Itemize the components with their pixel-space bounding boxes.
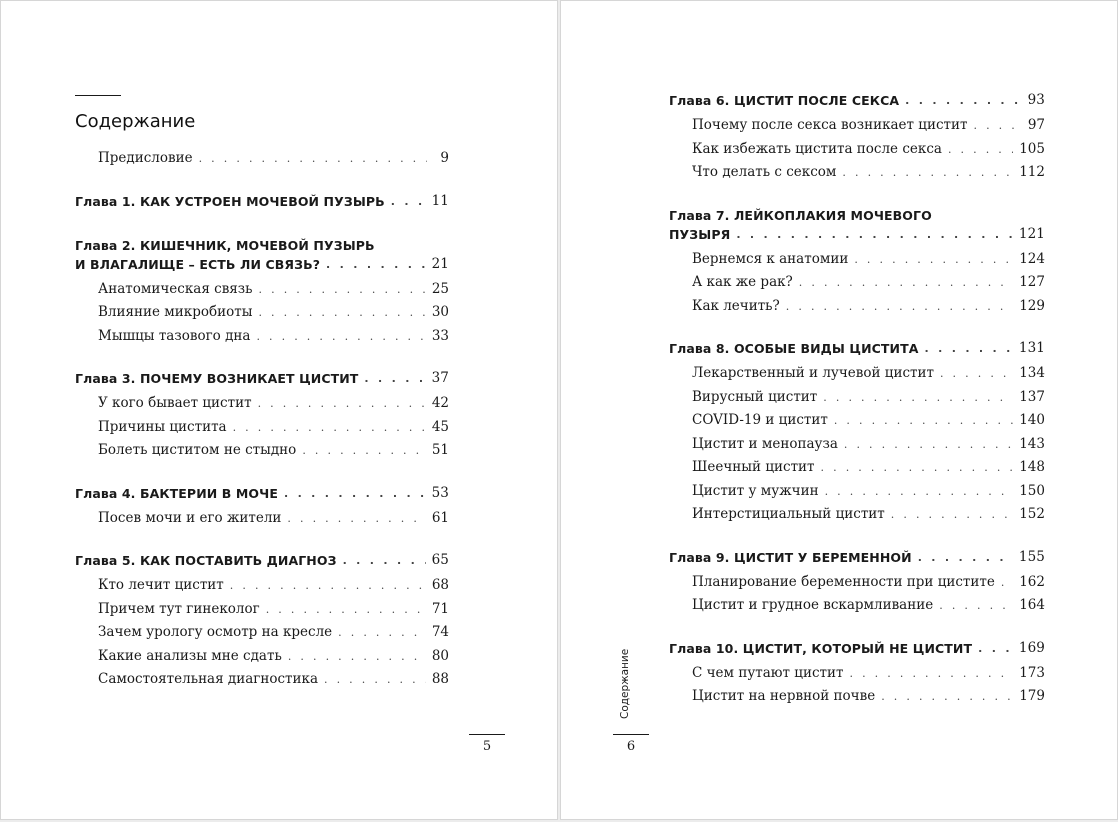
- entry-title: Почему после секса возникает цистит: [692, 117, 968, 133]
- section-entry: [75, 301, 449, 325]
- entry-page: 33: [431, 327, 449, 344]
- dot-leader: [230, 574, 426, 598]
- entry-title: Глава 3. ПОЧЕМУ ВОЗНИКАЕТ ЦИСТИТ: [75, 371, 359, 386]
- section-entry: [75, 278, 449, 302]
- entry-page: 93: [1027, 92, 1045, 108]
- entry-page: 143: [1019, 435, 1045, 452]
- dot-leader: [256, 325, 425, 349]
- entry-page: 179: [1019, 688, 1045, 704]
- entry-title: У кого бывает цистит: [98, 395, 252, 411]
- dot-leader: [1001, 571, 1013, 595]
- running-head: Содержание: [619, 648, 631, 719]
- entry-title: Глава 5. КАК ПОСТАВИТЬ ДИАГНОЗ: [75, 553, 337, 568]
- entry-page: 169: [1018, 639, 1045, 656]
- chapter-entry: [669, 333, 1045, 362]
- entry-title: Интерстициальный цистит: [692, 506, 885, 522]
- toc-entry-preface: [75, 147, 449, 171]
- entry-title: Самостоятельная диагностика: [98, 671, 318, 687]
- entry-page: 137: [1019, 388, 1045, 405]
- entry-page: 61: [431, 509, 449, 526]
- section-entry: [669, 662, 1045, 686]
- entry-page: 30: [431, 304, 449, 320]
- entry-title: Шеечный цистит: [692, 459, 815, 475]
- entry-page: 74: [431, 624, 449, 640]
- section-entry: [75, 598, 449, 622]
- entry-page: 131: [1018, 340, 1045, 356]
- dot-leader: [288, 645, 426, 669]
- dot-leader: [259, 278, 426, 302]
- section-entry: [669, 248, 1045, 272]
- chapter-title-row: [75, 192, 449, 211]
- entry-title: Глава 6. ЦИСТИТ ПОСЛЕ СЕКСА: [669, 93, 900, 108]
- entry-title: Как избежать цистита после секса: [692, 140, 942, 157]
- toc-group: [75, 545, 449, 692]
- toc-right-column: [669, 85, 1045, 724]
- entry-page: 65: [431, 552, 449, 568]
- section-entry: [669, 271, 1045, 295]
- entry-page: 173: [1019, 664, 1045, 681]
- dot-leader: [343, 551, 426, 570]
- toc-group: [75, 230, 449, 349]
- entry-page: 25: [431, 280, 449, 297]
- dot-leader: [736, 225, 1013, 244]
- section-entry: [669, 433, 1045, 457]
- entry-title: Какие анализы мне сдать: [98, 647, 282, 664]
- dot-leader: [302, 439, 426, 463]
- dot-leader: [391, 192, 426, 211]
- dot-leader: [948, 138, 1013, 162]
- dot-leader: [199, 147, 427, 171]
- section-entry: [669, 503, 1045, 527]
- section-entry: [75, 574, 449, 598]
- chapter-title-row: [669, 339, 1045, 358]
- entry-page: 152: [1019, 506, 1045, 522]
- entry-title: COVID-19 и цистит: [692, 412, 828, 428]
- entry-page: 134: [1019, 365, 1045, 381]
- chapter-entry: [669, 85, 1045, 114]
- chapter-entry: [669, 542, 1045, 571]
- section-entry: [669, 386, 1045, 410]
- dot-leader: [905, 91, 1021, 110]
- dot-leader: [844, 433, 1013, 457]
- entry-title: Цистит и менопауза: [692, 435, 838, 452]
- chapter-entry: [669, 633, 1045, 662]
- dot-leader: [891, 503, 1013, 527]
- entry-page: 124: [1019, 250, 1045, 267]
- toc-group: [75, 478, 449, 531]
- dot-leader: [786, 295, 1013, 319]
- entry-title: Как лечить?: [692, 297, 780, 314]
- toc-group: [75, 186, 449, 215]
- dot-leader: [233, 416, 426, 440]
- entry-page: 121: [1018, 225, 1045, 242]
- entry-page: 105: [1019, 140, 1045, 157]
- dot-leader: [284, 484, 426, 503]
- entry-title: Вернемся к анатомии: [692, 250, 849, 267]
- entry-page: 71: [431, 600, 449, 617]
- entry-page: 162: [1019, 573, 1045, 590]
- entry-title: Цистит и грудное вскармливание: [692, 597, 934, 613]
- dot-leader: [287, 507, 425, 531]
- entry-title: Глава 10. ЦИСТИТ, КОТОРЫЙ НЕ ЦИСТИТ: [669, 640, 973, 656]
- entry-page: 140: [1019, 412, 1045, 428]
- entry-title: Предисловие: [98, 150, 193, 166]
- chapter-title-row: [669, 548, 1045, 567]
- entry-title: С чем путают цистит: [692, 664, 844, 681]
- page-number: 6: [626, 739, 636, 754]
- chapter-entry: [75, 478, 449, 507]
- section-entry: [75, 416, 449, 440]
- dot-leader: [881, 685, 1013, 709]
- entry-title: Вирусный цистит: [692, 388, 818, 405]
- dot-leader: [338, 621, 426, 645]
- footer-rule: [613, 734, 649, 735]
- section-entry: [75, 645, 449, 669]
- footer-rule: [469, 734, 505, 735]
- section-entry: [669, 456, 1045, 480]
- entry-page: 53: [431, 484, 449, 501]
- section-entry: [669, 295, 1045, 319]
- entry-title: Кто лечит цистит: [98, 577, 224, 593]
- toc-group: [669, 633, 1045, 709]
- toc-group: [669, 333, 1045, 527]
- dot-leader: [821, 456, 1014, 480]
- section-entry: [75, 668, 449, 692]
- dot-leader: [849, 662, 1013, 686]
- dot-leader: [825, 480, 1014, 504]
- entry-title: Причем тут гинеколог: [98, 600, 260, 617]
- chapter-title-row: [75, 255, 449, 274]
- entry-page: 164: [1019, 597, 1045, 613]
- page-title: Содержание: [75, 111, 196, 132]
- entry-title: А как же рак?: [692, 274, 793, 290]
- section-entry: [669, 409, 1045, 433]
- chapter-title-row: [669, 91, 1045, 110]
- entry-title: Болеть циститом не стыдно: [98, 442, 297, 458]
- right-page: [560, 0, 1118, 820]
- section-entry: [669, 594, 1045, 618]
- chapter-title-row: [75, 551, 449, 570]
- section-entry: [669, 480, 1045, 504]
- entry-page: 155: [1018, 548, 1045, 565]
- entry-title: Глава 8. ОСОБЫЕ ВИДЫ ЦИСТИТА: [669, 341, 919, 356]
- dot-leader: [326, 255, 426, 274]
- entry-title: Глава 9. ЦИСТИТ У БЕРЕМЕННОЙ: [669, 549, 912, 565]
- entry-title: Влияние микробиоты: [98, 304, 253, 320]
- heading-rule: [75, 95, 121, 96]
- entry-title: ПУЗЫРЯ: [669, 226, 731, 242]
- chapter-entry: [75, 363, 449, 392]
- dot-leader: [940, 362, 1013, 386]
- entry-page: 127: [1019, 274, 1045, 290]
- entry-page: 148: [1019, 459, 1045, 475]
- chapter-title-line: Глава 2. КИШЕЧНИК, МОЧЕВОЙ ПУЗЫРЬ: [75, 237, 375, 253]
- dot-leader: [834, 409, 1013, 433]
- dot-leader: [823, 386, 1013, 410]
- dot-leader: [939, 594, 1013, 618]
- dot-leader: [266, 598, 426, 622]
- section-entry: [75, 621, 449, 645]
- entry-page: 51: [431, 442, 449, 458]
- entry-title: Лекарственный и лучевой цистит: [692, 365, 934, 381]
- dot-leader: [324, 668, 426, 692]
- toc-left-column: [75, 147, 449, 707]
- entry-title: Зачем урологу осмотр на кресле: [98, 624, 333, 640]
- section-entry: [669, 685, 1045, 709]
- entry-page: 112: [1019, 164, 1045, 180]
- section-entry: [75, 325, 449, 349]
- dot-leader: [973, 114, 1021, 138]
- entry-title: Причины цистита: [98, 418, 227, 435]
- dot-leader: [258, 301, 425, 325]
- entry-page: 150: [1019, 482, 1045, 499]
- dot-leader: [918, 548, 1013, 567]
- entry-title: Глава 4. БАКТЕРИИ В МОЧЕ: [75, 485, 278, 501]
- section-entry: [75, 392, 449, 416]
- entry-page: 80: [431, 647, 449, 664]
- entry-page: 9: [440, 150, 449, 166]
- entry-title: Что делать с сексом: [692, 164, 837, 180]
- chapter-entry: [669, 200, 1045, 248]
- entry-title: Планирование беременности при цистите: [692, 573, 995, 590]
- section-entry: [669, 114, 1045, 138]
- entry-title: Глава 1. КАК УСТРОЕН МОЧЕВОЙ ПУЗЫРЬ: [75, 193, 385, 209]
- entry-page: 68: [431, 577, 449, 593]
- chapter-entry: [75, 186, 449, 215]
- dot-leader: [842, 161, 1013, 185]
- entry-page: 45: [431, 418, 449, 435]
- chapter-title-row: [75, 369, 449, 388]
- chapter-title-line: Глава 7. ЛЕЙКОПЛАКИЯ МОЧЕВОГО: [669, 207, 932, 223]
- dot-leader: [925, 339, 1013, 358]
- section-entry: [669, 362, 1045, 386]
- entry-page: 11: [431, 192, 449, 209]
- section-entry: [669, 571, 1045, 595]
- dot-leader: [854, 248, 1013, 272]
- toc-group: [75, 147, 449, 171]
- section-entry: [75, 507, 449, 531]
- chapter-title-row: [669, 225, 1045, 244]
- left-page: [0, 0, 558, 820]
- dot-leader: [978, 639, 1013, 658]
- chapter-title-row: [669, 639, 1045, 658]
- entry-title: Цистит на нервной почве: [692, 688, 876, 704]
- entry-page: 88: [431, 671, 449, 687]
- section-entry: [669, 138, 1045, 162]
- dot-leader: [364, 369, 425, 388]
- chapter-title-row: [75, 484, 449, 503]
- toc-group: [669, 542, 1045, 618]
- entry-page: 97: [1027, 117, 1045, 133]
- entry-page: 42: [431, 395, 449, 411]
- chapter-entry: [75, 545, 449, 574]
- dot-leader: [799, 271, 1013, 295]
- section-entry: [669, 161, 1045, 185]
- entry-title: Посев мочи и его жители: [98, 509, 282, 526]
- entry-title: Анатомическая связь: [98, 280, 253, 297]
- entry-page: 37: [431, 370, 449, 386]
- toc-group: [669, 85, 1045, 185]
- entry-page: 129: [1019, 297, 1045, 314]
- entry-page: 21: [431, 255, 449, 272]
- chapter-entry: [75, 230, 449, 278]
- toc-group: [669, 200, 1045, 319]
- entry-title: Мышцы тазового дна: [98, 327, 251, 344]
- toc-group: [75, 363, 449, 463]
- entry-title: И ВЛАГАЛИЩЕ – ЕСТЬ ЛИ СВЯЗЬ?: [75, 256, 321, 272]
- section-entry: [75, 439, 449, 463]
- entry-title: Цистит у мужчин: [692, 482, 819, 499]
- dot-leader: [258, 392, 426, 416]
- page-number: 5: [482, 739, 492, 754]
